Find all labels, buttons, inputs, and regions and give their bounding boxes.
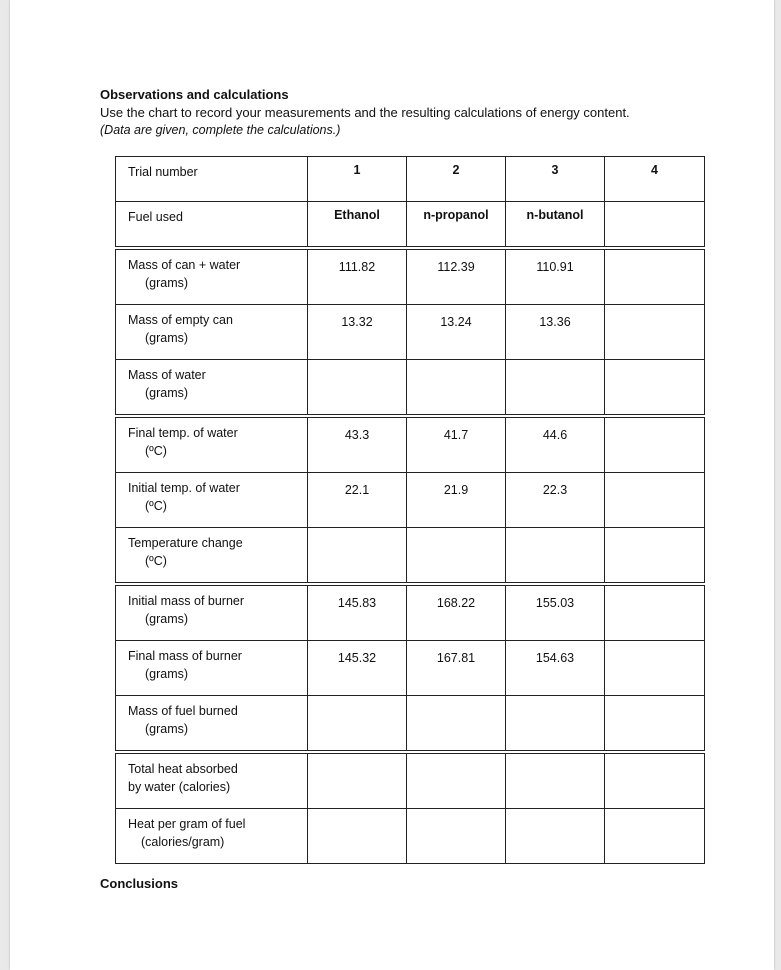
value-cell[interactable] bbox=[605, 305, 705, 360]
trial-3-header: 3 bbox=[506, 157, 605, 202]
value-cell[interactable] bbox=[605, 696, 705, 753]
table-row bbox=[116, 360, 705, 417]
value-cell: 110.91 bbox=[506, 248, 605, 305]
value-cell[interactable] bbox=[407, 528, 506, 585]
row-label-text: Final temp. of water bbox=[128, 426, 238, 440]
row-label bbox=[116, 528, 308, 585]
value-cell: 13.24 bbox=[407, 305, 506, 360]
row-unit: by water (calories) bbox=[128, 780, 231, 794]
value-cell[interactable] bbox=[605, 360, 705, 417]
trial-1-header: 1 bbox=[308, 157, 407, 202]
row-label-text: Temperature change bbox=[128, 536, 243, 550]
row-unit: (grams) bbox=[145, 386, 189, 400]
fuel-used-label: Fuel used bbox=[116, 202, 308, 249]
table-row bbox=[116, 752, 705, 809]
value-cell[interactable] bbox=[407, 809, 506, 864]
row-label bbox=[116, 360, 308, 417]
row-label bbox=[116, 248, 308, 305]
value-cell[interactable] bbox=[506, 696, 605, 753]
row-label bbox=[116, 416, 308, 473]
value-cell[interactable] bbox=[407, 752, 506, 809]
row-label-text: Mass of water bbox=[128, 368, 206, 382]
row-unit: (grams) bbox=[145, 612, 189, 626]
value-cell[interactable] bbox=[308, 752, 407, 809]
value-cell: 41.7 bbox=[407, 416, 506, 473]
table-row bbox=[116, 248, 705, 305]
row-label bbox=[116, 809, 308, 864]
fuel-cell: n-butanol bbox=[506, 202, 605, 249]
value-cell: 154.63 bbox=[506, 641, 605, 696]
row-unit: (grams) bbox=[145, 722, 189, 736]
row-label-text: Initial mass of burner bbox=[128, 594, 245, 608]
value-cell: 167.81 bbox=[407, 641, 506, 696]
row-unit: (calories/gram) bbox=[141, 835, 225, 849]
section-title: Observations and calculations bbox=[100, 87, 289, 102]
row-label-text: Mass of empty can bbox=[128, 313, 233, 327]
value-cell[interactable] bbox=[605, 248, 705, 305]
table-row bbox=[116, 416, 705, 473]
value-cell[interactable] bbox=[605, 528, 705, 585]
value-cell: 145.83 bbox=[308, 584, 407, 641]
value-cell[interactable] bbox=[605, 809, 705, 864]
fuel-cell: n-propanol bbox=[407, 202, 506, 249]
conclusions-heading: Conclusions bbox=[100, 876, 179, 891]
row-label-text: Total heat absorbed bbox=[128, 762, 238, 776]
instructions-text: Use the chart to record your measurements and the resulting calculations of energy content. bbox=[100, 105, 630, 120]
row-unit: (grams) bbox=[145, 667, 189, 681]
row-label bbox=[116, 584, 308, 641]
value-cell[interactable] bbox=[407, 696, 506, 753]
row-unit: (grams) bbox=[145, 276, 189, 290]
value-cell[interactable] bbox=[506, 360, 605, 417]
row-label-text: Final mass of burner bbox=[128, 649, 242, 663]
table-row bbox=[116, 584, 705, 641]
row-label bbox=[116, 305, 308, 360]
document-page bbox=[10, 0, 774, 970]
value-cell: 168.22 bbox=[407, 584, 506, 641]
row-label bbox=[116, 641, 308, 696]
value-cell: 44.6 bbox=[506, 416, 605, 473]
value-cell[interactable] bbox=[308, 360, 407, 417]
fuel-cell: Ethanol bbox=[308, 202, 407, 249]
row-label bbox=[116, 752, 308, 809]
value-cell: 155.03 bbox=[506, 584, 605, 641]
table-row bbox=[116, 641, 705, 696]
trial-number-label: Trial number bbox=[116, 157, 308, 202]
value-cell[interactable] bbox=[605, 752, 705, 809]
instructions-note: (Data are given, complete the calculations.) bbox=[100, 123, 341, 137]
row-label-text: Initial temp. of water bbox=[128, 481, 240, 495]
data-table bbox=[115, 156, 705, 864]
table-row bbox=[116, 473, 705, 528]
trial-number-row bbox=[116, 157, 705, 202]
trial-4-header: 4 bbox=[605, 157, 705, 202]
value-cell: 111.82 bbox=[308, 248, 407, 305]
value-cell[interactable] bbox=[308, 696, 407, 753]
value-cell: 13.36 bbox=[506, 305, 605, 360]
value-cell[interactable] bbox=[308, 809, 407, 864]
value-cell[interactable] bbox=[506, 528, 605, 585]
value-cell: 22.1 bbox=[308, 473, 407, 528]
value-cell: 22.3 bbox=[506, 473, 605, 528]
row-label-text: Mass of can + water bbox=[128, 258, 241, 272]
table-row bbox=[116, 809, 705, 864]
row-label-text: Heat per gram of fuel bbox=[128, 817, 246, 831]
value-cell: 43.3 bbox=[308, 416, 407, 473]
table-row bbox=[116, 305, 705, 360]
fuel-cell[interactable] bbox=[605, 202, 705, 249]
row-unit: (grams) bbox=[145, 331, 189, 345]
value-cell: 21.9 bbox=[407, 473, 506, 528]
value-cell[interactable] bbox=[605, 584, 705, 641]
value-cell[interactable] bbox=[506, 752, 605, 809]
value-cell[interactable] bbox=[605, 416, 705, 473]
table-row bbox=[116, 696, 705, 753]
value-cell: 112.39 bbox=[407, 248, 506, 305]
row-label-text: Mass of fuel burned bbox=[128, 704, 238, 718]
row-label bbox=[116, 696, 308, 753]
row-unit: (ºC) bbox=[145, 499, 167, 513]
row-label bbox=[116, 473, 308, 528]
value-cell[interactable] bbox=[506, 809, 605, 864]
table-row bbox=[116, 528, 705, 585]
row-unit: (ºC) bbox=[145, 554, 167, 568]
fuel-used-row bbox=[116, 202, 705, 249]
trial-2-header: 2 bbox=[407, 157, 506, 202]
row-unit: (ºC) bbox=[145, 444, 167, 458]
value-cell[interactable] bbox=[605, 473, 705, 528]
value-cell[interactable] bbox=[308, 528, 407, 585]
value-cell[interactable] bbox=[605, 641, 705, 696]
value-cell[interactable] bbox=[407, 360, 506, 417]
value-cell: 145.32 bbox=[308, 641, 407, 696]
value-cell: 13.32 bbox=[308, 305, 407, 360]
